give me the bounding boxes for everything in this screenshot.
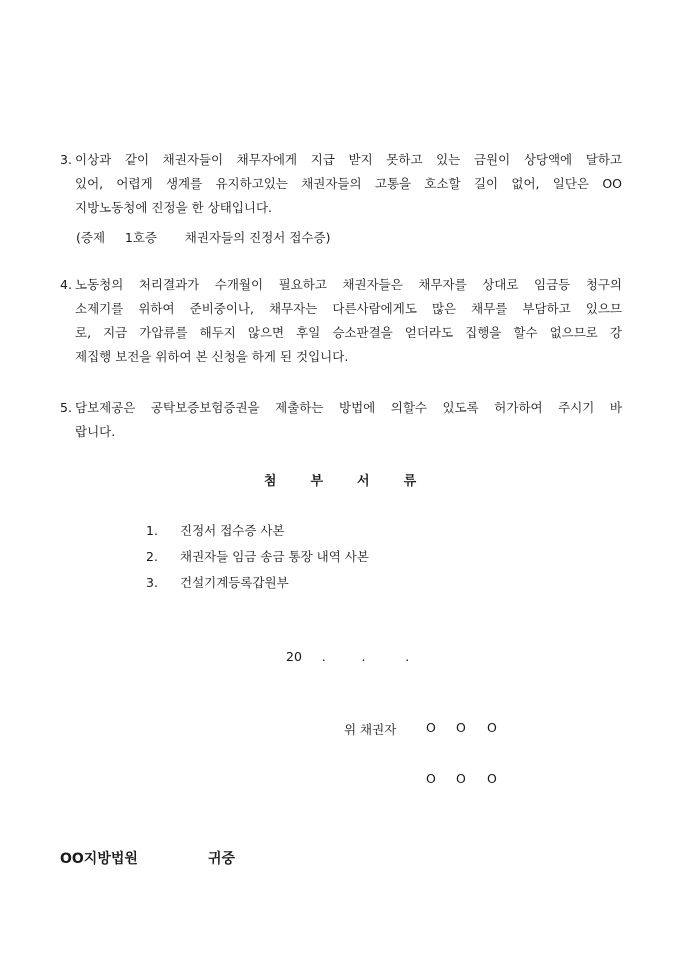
date-line: 20 . . . — [286, 649, 410, 664]
creditor-label: 위 채권자 — [344, 722, 397, 737]
attachments-heading — [0, 470, 680, 489]
paragraph-3 — [60, 148, 622, 220]
item-text: 채권자들 임금 송금 통장 내역 사본 — [180, 549, 369, 564]
item-number: 2. — [146, 549, 158, 564]
paragraph-number: 4. — [60, 277, 72, 292]
name-mark: O — [456, 771, 466, 786]
heading-char: 첨 — [263, 474, 277, 489]
evidence-note: (증제 1호증 채권자들의 진정서 접수증) — [76, 230, 331, 245]
list-item — [146, 544, 369, 570]
paragraph-line: 있어, 어렵게 생계를 유지하고있는 채권자들의 고통을 호소할 길이 없어, 일단은 OO — [75, 176, 622, 191]
list-item — [146, 570, 369, 596]
list-item — [146, 518, 369, 544]
paragraph-5 — [60, 396, 622, 444]
name-mark: O — [487, 771, 497, 786]
name-mark: O — [456, 720, 466, 735]
heading-char: 부 — [310, 474, 323, 489]
court-name: OO지방법원 — [60, 851, 138, 867]
name-mark: O — [426, 771, 436, 786]
heading-char: 류 — [403, 474, 417, 489]
name-mark: O — [426, 720, 436, 735]
item-text: 진정서 접수증 사본 — [180, 523, 285, 538]
paragraph-line: 담보제공은 공탁보증보험증권을 제출하는 방법에 의할수 있도록 허가하여 주시기 바 — [75, 400, 622, 415]
paragraph-line: 노동청의 처리결과가 수개월이 필요하고 채권자들은 채무자를 상대로 임금등 청구의 — [75, 277, 622, 292]
paragraph-line: 랍니다. — [75, 424, 116, 439]
paragraph-line: 소제기를 위하여 준비중이나, 채무자는 다른사람에게도 많은 채무를 부담하고 있으므 — [75, 301, 622, 316]
attachments-list — [146, 518, 369, 596]
paragraph-line: 로, 지금 가압류를 해두지 않으면 후일 승소판결을 얻더라도 집행을 할수 없으므로 강 — [75, 325, 622, 340]
item-number: 3. — [146, 575, 158, 590]
heading-char: 서 — [357, 474, 370, 489]
paragraph-number: 3. — [60, 152, 72, 167]
paragraph-4 — [60, 273, 622, 369]
name-mark: O — [487, 720, 497, 735]
paragraph-number: 5. — [60, 400, 72, 415]
paragraph-line: 제집행 보전을 위하여 본 신청을 하게 된 것입니다. — [75, 349, 349, 364]
paragraph-line: 이상과 같이 채권자들이 채무자에게 지급 받지 못하고 있는 금원이 상당액에 달하고 — [75, 152, 622, 167]
court-suffix: 귀중 — [208, 851, 236, 867]
paragraph-line: 지방노동청에 진정을 한 상태입니다. — [75, 200, 273, 215]
item-text: 건설기계등록갑원부 — [180, 575, 289, 590]
item-number: 1. — [146, 523, 158, 538]
